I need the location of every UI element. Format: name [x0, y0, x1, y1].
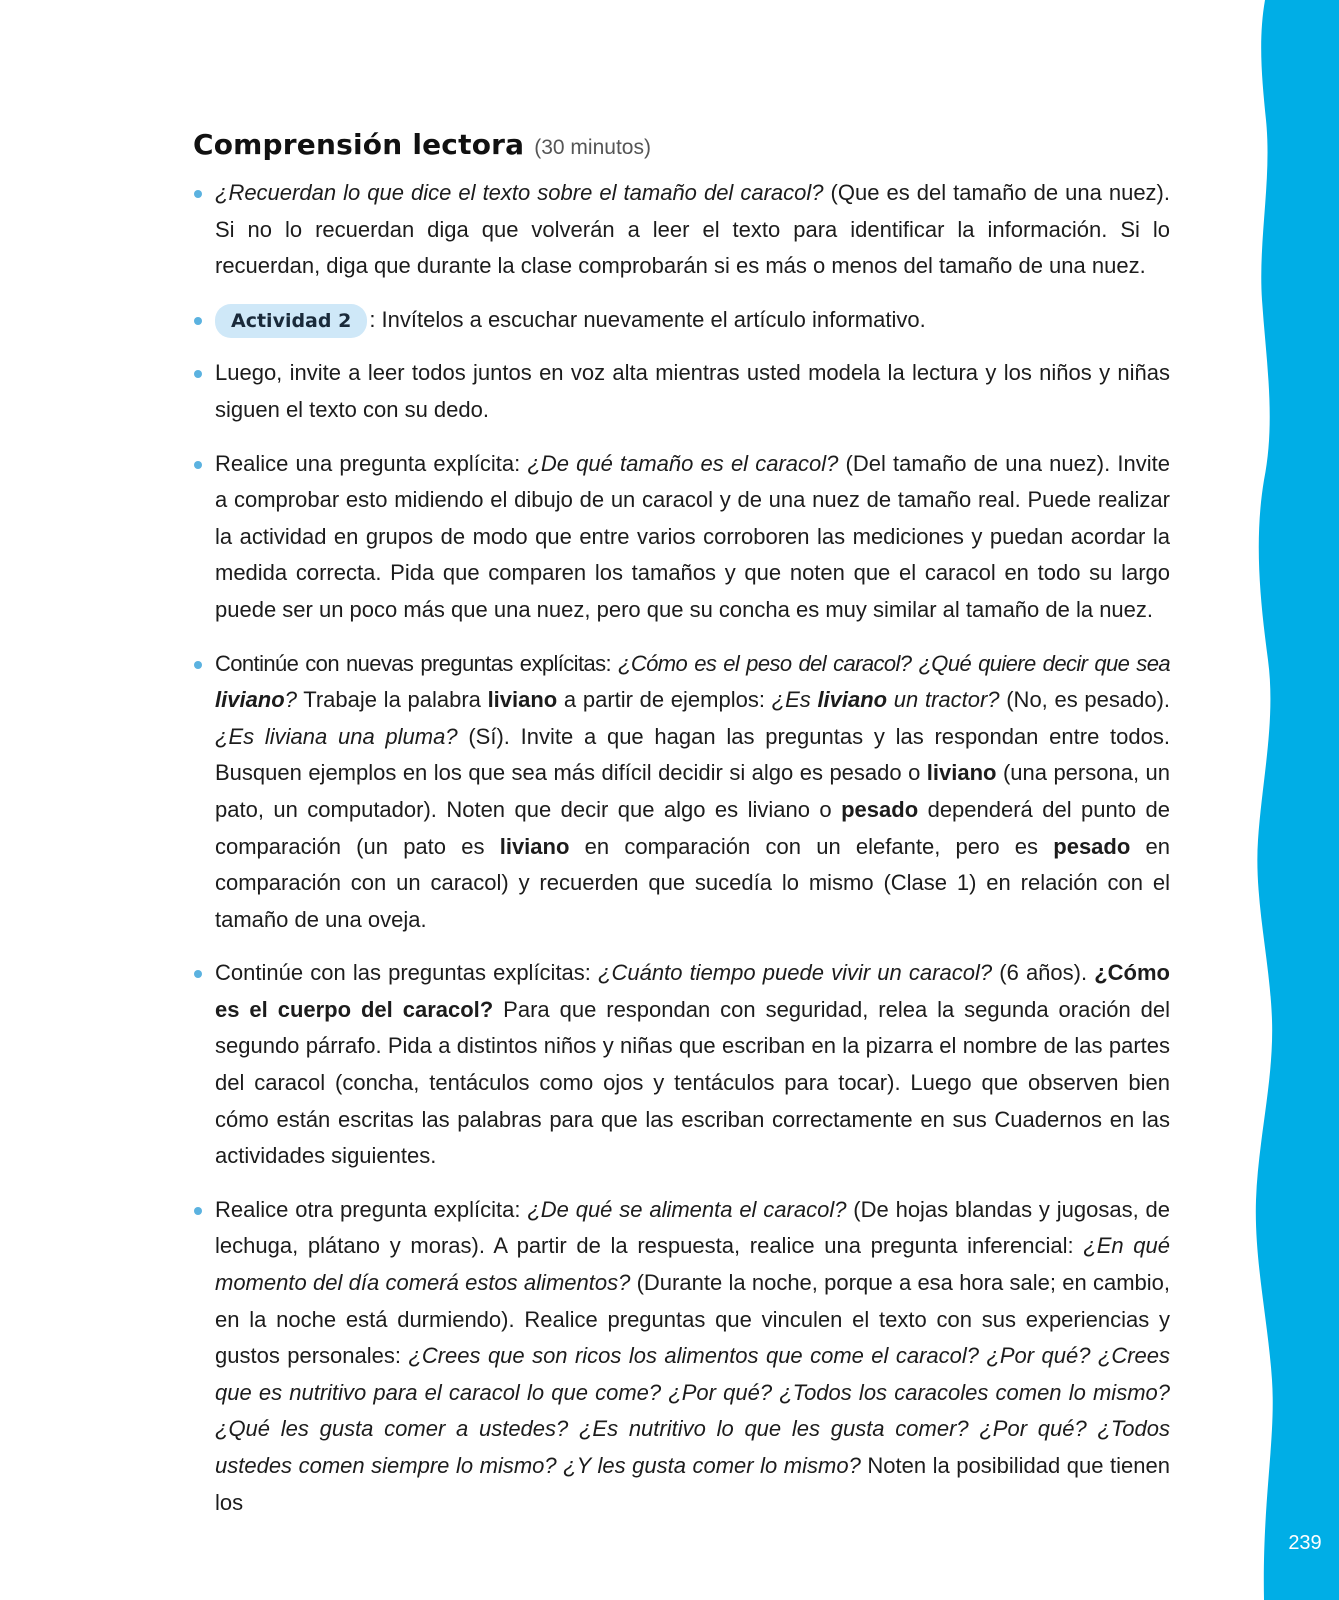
- text: Continúe con nuevas preguntas explícitas:: [215, 650, 619, 676]
- question: ¿Es: [771, 687, 818, 713]
- text: Realice una pregunta explícita:: [215, 450, 528, 476]
- heading-title: Comprensión lectora: [193, 128, 525, 161]
- bullet-item-3: [193, 355, 1170, 428]
- text: (una persona, un pato, un computador). Noten que decir que algo es liviano o: [215, 760, 1170, 822]
- text: Noten la posibilidad que tienen los: [215, 1453, 1170, 1515]
- text: en comparación con un caracol) y recuerden que sucedía lo mismo (Clase 1) en relación con el tamaño de una oveja.: [215, 833, 1170, 932]
- text: Luego, invite a leer todos juntos en voz alta mientras usted modela la lectura y los niños y niñas siguen el texto con su dedo.: [215, 360, 1170, 422]
- question: un tractor?: [887, 687, 1000, 713]
- text: (Del tamaño de una nuez). Invite a comprobar esto midiendo el dibujo de un caracol y de una nuez de tamaño real. Puede realizar la actividad en grupos de modo que entre varios corroboren las mediciones y puedan acordar la medida correcta. Pida que comparen los tamaños y que noten que el caracol en todo su largo puede ser un poco más que una nuez, pero que su concha es muy similar al tamaño de la nuez.: [215, 450, 1170, 622]
- keyword: pesado: [841, 796, 919, 822]
- text: (Sí). Invite a que hagan las preguntas y las respondan entre todos. Busquen ejemplos en los que sea más difícil decidir si algo es pesado o: [215, 723, 1170, 786]
- text: (Que es del tamaño de una nuez). Si no lo recuerdan diga que volverán a leer el texto para identificar la información. Si lo recuerdan, diga que durante la clase comprobarán si es más o menos del tamaño de una nuez.: [215, 180, 1170, 279]
- question: ¿Es liviana una pluma?: [215, 723, 458, 749]
- keyword: pesado: [1053, 833, 1131, 859]
- text: Continúe con las preguntas explícitas:: [215, 960, 599, 986]
- keyword: liviano: [487, 687, 558, 713]
- question: ¿Recuerdan lo que dice el texto sobre el tamaño del caracol?: [215, 180, 824, 205]
- text: Trabaje la palabra: [296, 687, 488, 713]
- question: ?: [284, 687, 297, 713]
- text: (De hojas blandas y jugosas, de lechuga, plátano y moras). A partir de la respuesta, realice una pregunta inferencial:: [215, 1196, 1171, 1259]
- activity-badge: Actividad 2: [215, 304, 367, 338]
- bullet-item-5: [193, 646, 1170, 939]
- text: (Durante la noche, porque a esa hora sale; en cambio, en la noche está durmiendo). Realice preguntas que vinculen el texto con sus experiencias y gustos personales:: [215, 1270, 1170, 1369]
- text: : Invítelos a escuchar nuevamente el artículo informativo.: [369, 306, 926, 332]
- question: ¿De qué se alimenta el caracol?: [527, 1196, 847, 1222]
- bullet-list: [193, 175, 1170, 1521]
- text: a partir de ejemplos:: [557, 687, 772, 713]
- keyword: liviano: [499, 833, 570, 859]
- question: ¿En qué momento del día comerá estos alimentos?: [215, 1233, 1170, 1296]
- question: ¿De qué tamaño es el caracol?: [527, 450, 839, 476]
- text: Realice otra pregunta explícita:: [215, 1196, 528, 1222]
- page-number: 239: [1288, 1532, 1322, 1554]
- bullet-item-4: [193, 446, 1170, 629]
- section-heading: [193, 128, 1170, 161]
- bullet-item-7: [193, 1192, 1170, 1521]
- keyword: liviano: [926, 760, 997, 786]
- text: Para que respondan con seguridad, relea la segunda oración del segundo párrafo. Pida a distintos niños y niñas que escriban en la pizarra el nombre de las partes del caracol (concha, tentáculos como ojos y tentáculos para tocar). Luego que observen bien cómo están escritas las palabras para que las escriban correctamente en sus Cuadernos en las actividades siguientes.: [215, 996, 1171, 1169]
- bullet-item-1: [193, 175, 1170, 285]
- text: (No, es pesado).: [999, 687, 1171, 713]
- bold-question: ¿Cómo es el cuerpo del caracol?: [215, 960, 1170, 1022]
- question: ¿Crees que son ricos los alimentos que come el caracol? ¿Por qué? ¿Crees que es nutritivo para el caracol lo que come? ¿Por qué? ¿Todos los caracoles comen lo mismo? ¿Qué les gusta comer a ustedes? ¿Es nutritivo lo que les gusta comer? ¿Por qué? ¿Todos ustedes comen siempre lo mismo? ¿Y les gusta comer lo mismo?: [215, 1343, 1170, 1478]
- heading-duration: (30 minutos): [534, 136, 651, 159]
- question: ¿Cuánto tiempo puede vivir un caracol?: [598, 960, 993, 986]
- keyword: liviano: [215, 687, 285, 713]
- text: dependerá del punto de comparación (un pato es: [215, 796, 1170, 859]
- text: en comparación con un elefante, pero es: [569, 833, 1054, 859]
- bullet-item-2: [193, 302, 1170, 339]
- text: [215, 651, 1170, 676]
- text: (6 años).: [992, 960, 1095, 986]
- keyword: liviano: [817, 687, 888, 713]
- question: ¿Cómo es el peso del caracol? ¿Qué quiere decir que sea: [618, 650, 1170, 676]
- page-content: [193, 128, 1170, 1538]
- bullet-item-6: [193, 955, 1170, 1175]
